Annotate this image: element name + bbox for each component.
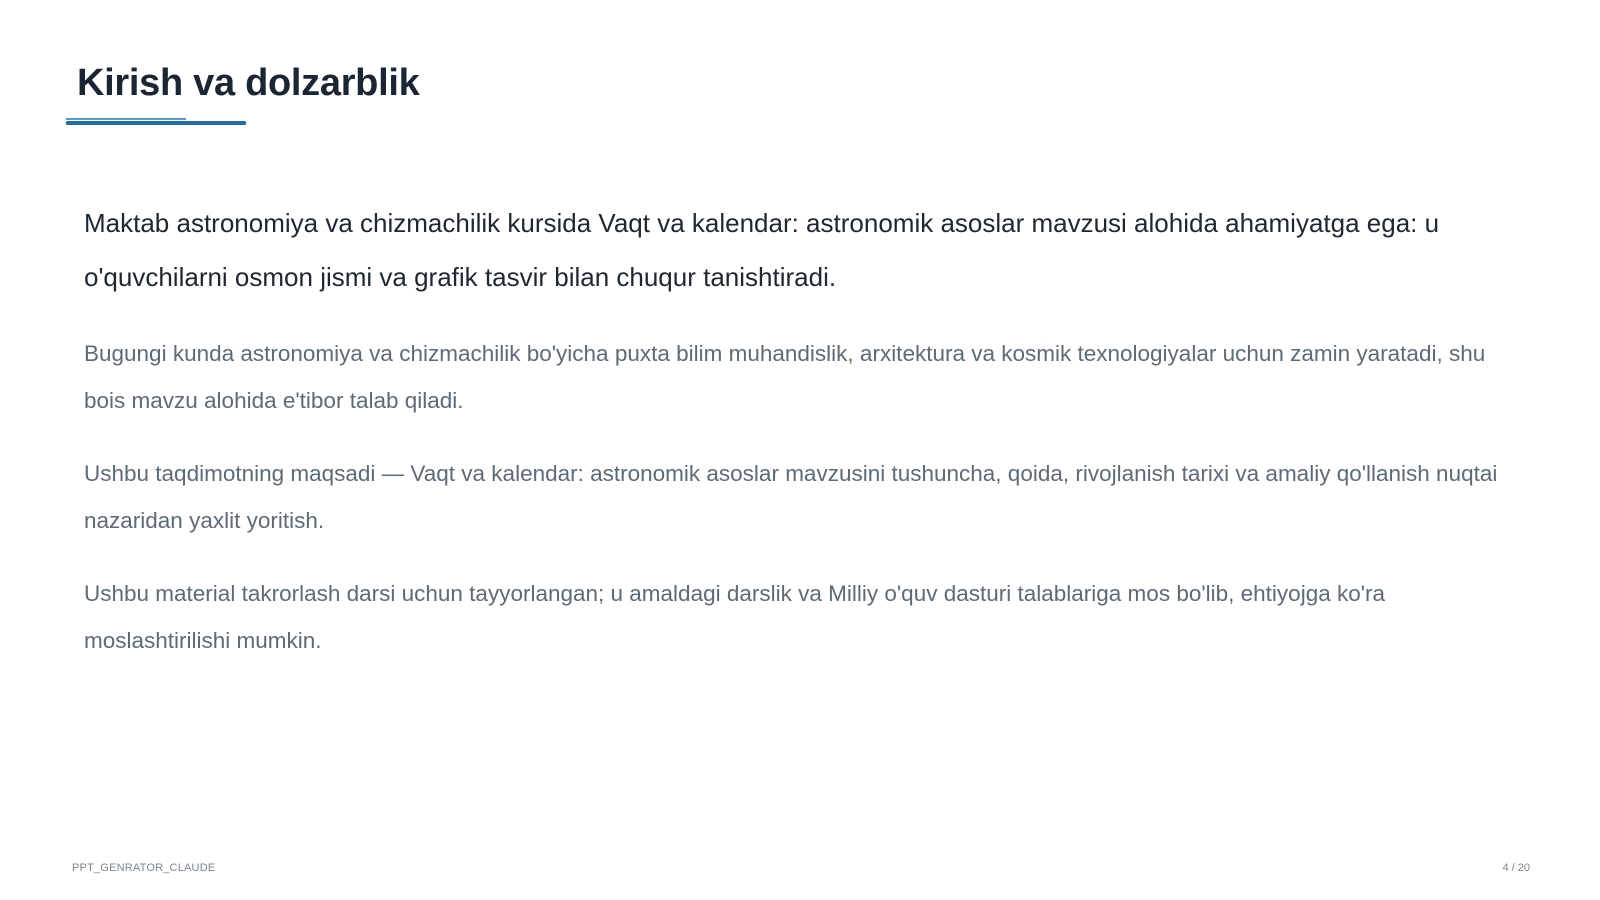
body-paragraph-3: Ushbu material takrorlash darsi uchun tayyorlangan; u amaldagi darslik va Milliy o'quv dasturi talablariga mos bo'lib, ehtiyojga ko'ra moslashtirilishi mumkin. (84, 581, 1386, 653)
page-number: 4 / 20 (1502, 862, 1530, 874)
body-paragraph-1: Bugungi kunda astronomiya va chizmachilik bo'yicha puxta bilim muhandislik, arxitektura va kosmik texnologiyalar uchun zamin yaratadi, shu bois mavzu alohida e'tibor talab qiladi. (84, 341, 1486, 413)
title-underline (66, 121, 246, 125)
body-paragraph-2: Ushbu taqdimotning maqsadi — Vaqt va kalendar: astronomik asoslar mavzusini tushuncha, qoida, rivojlanish tarixi va amaliy qo'llanish nuqtai nazaridan yaxlit yoritish. (84, 461, 1498, 533)
title-underline-accent (66, 118, 186, 120)
lead-paragraph: Maktab astronomiya va chizmachilik kursida Vaqt va kalendar: astronomik asoslar mavzusi alohida ahamiyatga ega: u o'quvchilarni osmon jismi va grafik tasvir bilan chuqur tanishtiradi. (84, 208, 1440, 292)
footer-source: PPT_GENRATOR_CLAUDE (72, 862, 216, 874)
slide-title: Kirish va dolzarblik (77, 62, 420, 104)
